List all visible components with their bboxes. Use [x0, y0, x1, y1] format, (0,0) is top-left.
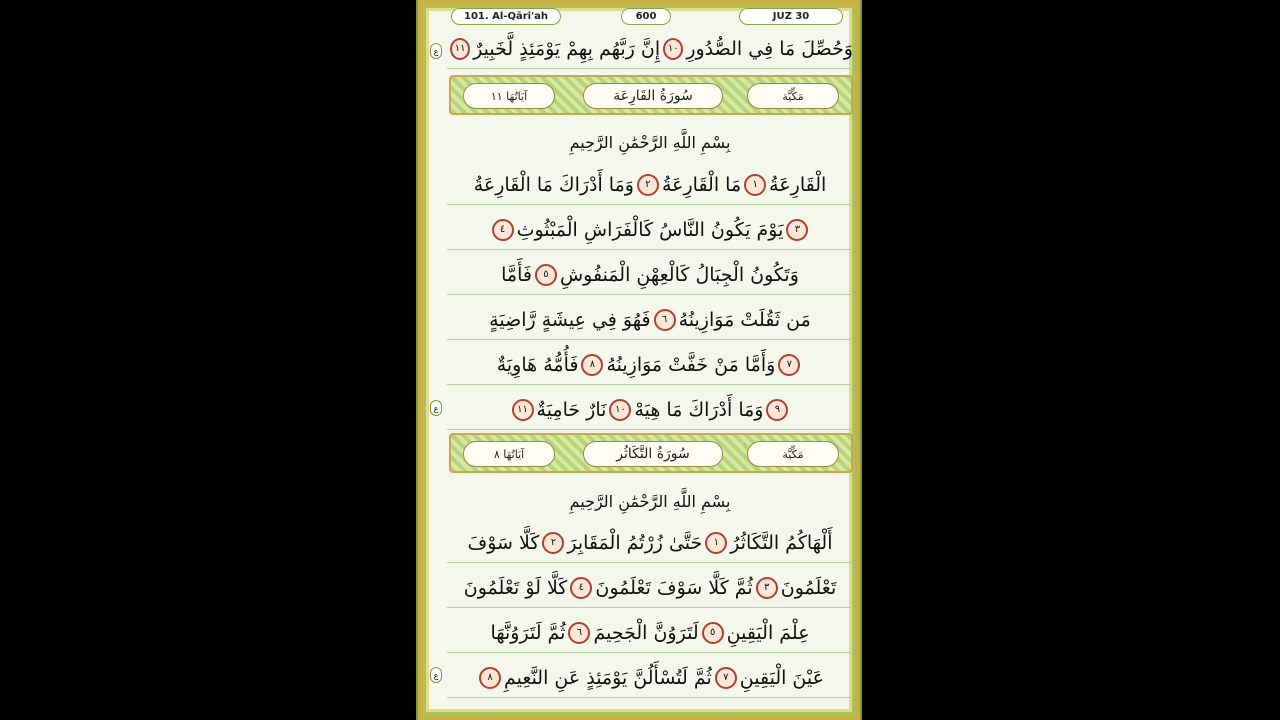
- quran-line: [447, 523, 853, 563]
- juz-label: JUZ 30: [739, 8, 843, 25]
- quran-line: [447, 390, 853, 430]
- ayah-number-marker: ١١: [512, 399, 534, 421]
- ayah-number-marker: ٣: [756, 577, 778, 599]
- ayah-number-marker: ٥: [702, 622, 724, 644]
- verse-text: وَتَكُونُ الْجِبَالُ كَالْعِهْنِ الْمَنفُوشِ: [559, 263, 799, 286]
- ayah-number-marker: ١٠: [609, 399, 631, 421]
- ayah-number-marker: ٤: [492, 219, 514, 241]
- verse-text: مَا الْقَارِعَةُ: [661, 173, 742, 196]
- verse-count: آيَاتُهَا ٨: [463, 441, 555, 467]
- ayah-number-marker: ٦: [568, 622, 590, 644]
- ayah-number-marker: ١١: [450, 38, 470, 60]
- verse-text: لَتَرَوُنَّ الْجَحِيمَ: [593, 621, 699, 644]
- verse-text: أَلْهَاكُمُ التَّكَاثُرُ: [730, 531, 833, 554]
- verse-text: فَأَمَّا: [501, 263, 532, 286]
- revelation-place: مَكِّيَّة: [747, 83, 839, 109]
- bismillah: بِسْمِ اللَّهِ الرَّحْمَٰنِ الرَّحِيمِ: [569, 491, 731, 511]
- surah-title-pill: 101. Al-Qāri'ah: [451, 8, 561, 25]
- quran-line: [447, 568, 853, 608]
- verse-text: كَلَّا سَوْفَ: [467, 531, 540, 554]
- surah-name: سُورَةُ القَارِعَة: [583, 83, 723, 109]
- quran-line: [447, 658, 853, 698]
- verse-text: مَن ثَقُلَتْ مَوَازِينُهُ: [678, 308, 811, 331]
- ayah-number-marker: ١٠: [663, 38, 683, 60]
- verse-text: ثُمَّ لَتَرَوُنَّهَا: [490, 621, 566, 644]
- bismillah: بِسْمِ اللَّهِ الرَّحْمَٰنِ الرَّحِيمِ: [569, 132, 731, 152]
- revelation-place: مَكِّيَّة: [747, 441, 839, 467]
- ayah-number-marker: ٧: [715, 667, 737, 689]
- verse-text: وَمَا أَدْرَاكَ مَا الْقَارِعَةُ: [473, 173, 634, 196]
- quran-line: [447, 300, 853, 340]
- verse-text: إِنَّ رَبَّهُم بِهِمْ يَوْمَئِذٍ لَّخَبِيرٌ: [473, 37, 661, 60]
- page-number: 600: [621, 8, 671, 25]
- verse-text: تَعْلَمُونَ: [780, 576, 837, 599]
- quran-line: [447, 210, 853, 250]
- verse-text: يَوْمَ يَكُونُ النَّاسُ كَالْفَرَاشِ الْمَبْثُوثِ: [516, 218, 784, 241]
- ayah-number-marker: ٤: [570, 577, 592, 599]
- verse-text: وَمَا أَدْرَاكَ مَا هِيَهْ: [634, 398, 764, 421]
- ayah-number-marker: ٦: [654, 309, 676, 331]
- verse-text: عَيْنَ الْيَقِينِ: [739, 666, 824, 689]
- ayah-number-marker: ٣: [786, 219, 808, 241]
- quran-line: [447, 165, 853, 205]
- verse-text: فَهُوَ فِي عِيشَةٍ رَّاضِيَةٍ: [489, 308, 651, 331]
- verse-text: الْقَارِعَةُ: [769, 173, 827, 196]
- verse-text: حَتَّىٰ زُرْتُمُ الْمَقَابِرَ: [567, 531, 703, 554]
- quran-line-1: [447, 29, 853, 69]
- quran-line: [447, 255, 853, 295]
- verse-text: ثُمَّ كَلَّا سَوْفَ تَعْلَمُونَ: [595, 576, 753, 599]
- verse-text: ثُمَّ لَتُسْأَلُنَّ يَوْمَئِذٍ عَنِ النَّعِيمِ: [504, 666, 712, 689]
- ayah-number-marker: ٥: [535, 264, 557, 286]
- ayah-number-marker: ٧: [778, 354, 800, 376]
- ayah-number-marker: ١: [744, 174, 766, 196]
- rub-marker: ع: [430, 400, 442, 416]
- surah-banner-takathur: [449, 433, 853, 473]
- verse-text: وَحُصِّلَ مَا فِي الصُّدُورِ: [686, 37, 853, 60]
- ayah-number-marker: ٢: [542, 532, 564, 554]
- verse-count: آيَاتُهَا ١١: [463, 83, 555, 109]
- surah-name: سُورَةُ التَّكَاثُر: [583, 441, 723, 467]
- quran-line: [447, 613, 853, 653]
- rub-marker: ع: [430, 667, 442, 683]
- page-header: [429, 8, 849, 25]
- surah-banner-qariah: [449, 75, 853, 115]
- quran-line: [447, 345, 853, 385]
- ayah-number-marker: ٨: [479, 667, 501, 689]
- ayah-number-marker: ٩: [766, 399, 788, 421]
- verse-text: وَأَمَّا مَنْ خَفَّتْ مَوَازِينُهُ: [606, 353, 776, 376]
- verse-text: كَلَّا لَوْ تَعْلَمُونَ: [463, 576, 568, 599]
- ayah-number-marker: ٨: [581, 354, 603, 376]
- rub-marker: ع: [430, 43, 442, 59]
- verse-text: عِلْمَ الْيَقِينِ: [726, 621, 810, 644]
- ayah-number-marker: ٢: [637, 174, 659, 196]
- verse-text: نَارٌ حَامِيَةٌ: [536, 398, 607, 421]
- mushaf-page: [418, 0, 860, 720]
- ayah-number-marker: ١: [705, 532, 727, 554]
- verse-text: فَأُمُّهُ هَاوِيَةٌ: [496, 353, 579, 376]
